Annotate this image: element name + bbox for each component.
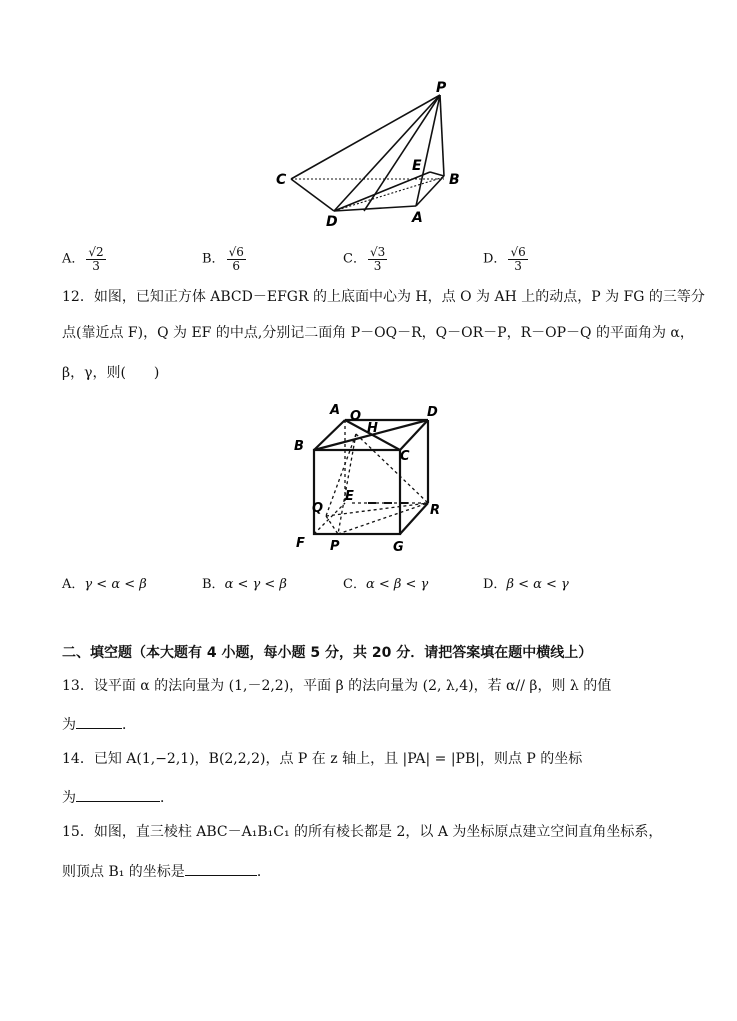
q12-label-R: R <box>430 503 441 518</box>
q12-label-D: D <box>427 405 438 420</box>
q11-label-D: D <box>326 214 338 230</box>
section-2-heading: 二、填空题（本大题有 4 小题，每小题 5 分，共 20 分．请把答案填在题中横线上） <box>62 645 593 661</box>
q12-label-F: F <box>296 536 305 551</box>
q12-label-G: G <box>393 540 404 555</box>
q15-line-2: 则顶点 B₁ 的坐标是 ． <box>62 861 271 882</box>
q12-line-1: 12．如图，已知正方体 ABCD－EFGR 的上底面中心为 H，点 O 为 AH 上的动点，P 为 FG 的三等分 <box>62 289 705 305</box>
q14-answer-blank[interactable] <box>76 787 160 802</box>
q13-answer-blank[interactable] <box>76 714 122 729</box>
q12-label-B: B <box>294 439 304 454</box>
q11-pyramid-figure <box>260 80 480 230</box>
q12-option-a: A．γ < α < β <box>62 577 147 592</box>
q12-label-A: A <box>330 403 341 418</box>
q12-label-P: P <box>330 539 340 554</box>
q12-label-O: O <box>350 409 362 424</box>
q12-option-d: D．β < α < γ <box>483 577 569 592</box>
q11-option-c: C． $\frac{√3}{3}$ <box>343 245 386 273</box>
q11-label-B: B <box>449 172 460 188</box>
q13-line-2: 为 ． <box>62 714 136 735</box>
q13-line-1: 13．设平面 α 的法向量为 (1,－2,2)，平面 β 的法向量为 (2, λ,4)，若 α// β，则 λ 的值 <box>62 678 612 694</box>
q15-line-1: 15．如图，直三棱柱 ABC－A₁B₁C₁ 的所有棱长都是 2，以 A 为坐标原点建立空间直角坐标系， <box>62 824 663 840</box>
q14-line-2: 为 ． <box>62 787 174 808</box>
q11-label-C: C <box>276 172 287 188</box>
q12-label-E: E <box>345 489 354 504</box>
q14-line-1: 14．已知 A(1,−2,1)，B(2,2,2)，点 P 在 z 轴上，且 |PA| = |PB|，则点 P 的坐标 <box>62 751 583 767</box>
q12-label-H: H <box>367 421 378 436</box>
q11-label-E: E <box>412 158 422 174</box>
q12-cube-figure <box>290 398 450 558</box>
q12-line-3: β，γ，则( ) <box>62 365 160 381</box>
q15-answer-blank[interactable] <box>185 861 257 876</box>
q12-label-Q: Q <box>312 501 324 516</box>
q12-line-2: 点(靠近点 F)，Q 为 EF 的中点,分别记二面角 P－OQ－R，Q－OR－P，R－OP－Q 的平面角为 α， <box>62 325 694 341</box>
q12-label-C: C <box>400 449 410 464</box>
q11-option-b: B． $\frac{√6}{6}$ <box>202 245 244 273</box>
q11-option-a: A． $\frac{√2}{3}$ <box>62 245 104 273</box>
q11-option-d: D． $\frac{√6}{3}$ <box>483 245 526 273</box>
q12-option-c: C．α < β < γ <box>343 577 429 592</box>
q11-label-A: A <box>412 210 423 226</box>
q11-label-P: P <box>436 80 447 96</box>
q12-option-b: B．α < γ < β <box>202 577 287 592</box>
